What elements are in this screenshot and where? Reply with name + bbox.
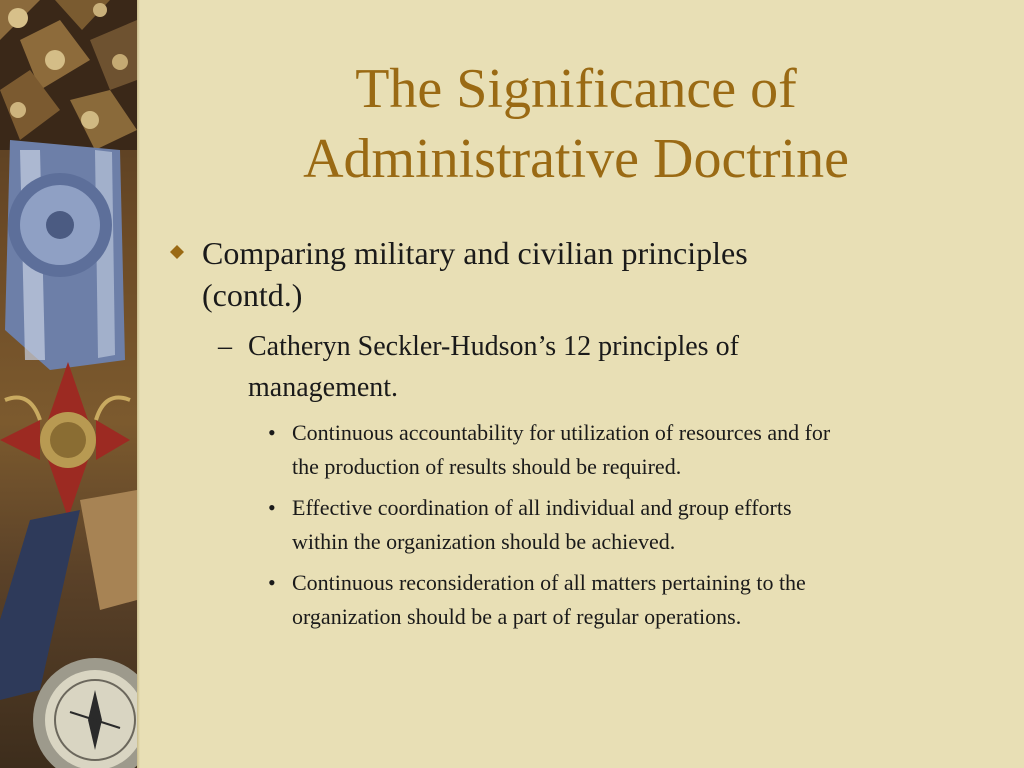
list-item-line-1: Continuous accountability for utilization of resources and for: [292, 420, 831, 445]
cross-medal: [0, 362, 130, 518]
checkered-tiles: [0, 0, 137, 150]
list-item: [168, 416, 998, 484]
image-edge: [137, 0, 140, 768]
bullet-level-2: [168, 326, 998, 408]
list-item: [168, 491, 998, 559]
bullet-level-3-list: [168, 416, 998, 634]
bullet-level-1: [168, 232, 998, 316]
list-item-line-2: the production of results should be required.: [292, 454, 682, 479]
list-item-line-1: Effective coordination of all individual and group efforts: [292, 495, 792, 520]
list-item-line-2: organization should be a part of regular operations.: [292, 604, 742, 629]
diamond-bullet-icon: [168, 232, 188, 272]
decorative-side-image: [0, 0, 137, 768]
medal-ribbon: [5, 140, 125, 370]
title-line-1: The Significance of: [355, 58, 797, 120]
dash-bullet: –: [218, 331, 232, 362]
list-item-line-2: within the organization should be achieved.: [292, 529, 676, 554]
slide-body: [168, 232, 998, 641]
dot-bullet: •: [268, 495, 276, 520]
slide-title: [150, 54, 1002, 194]
list-item: [168, 566, 998, 634]
compass: [33, 658, 137, 768]
title-line-2: Administrative Doctrine: [303, 128, 849, 190]
bullet-level-1-line-2: (contd.): [202, 277, 303, 313]
list-item-line-1: Continuous reconsideration of all matters pertaining to the: [292, 570, 806, 595]
dot-bullet: •: [268, 420, 276, 445]
bullet-level-2-line-1: Catheryn Seckler-Hudson’s 12 principles of: [248, 331, 739, 362]
bullet-level-2-line-2: management.: [248, 372, 399, 403]
dot-bullet: •: [268, 570, 276, 595]
bullet-level-1-line-1: Comparing military and civilian principles: [202, 235, 748, 271]
